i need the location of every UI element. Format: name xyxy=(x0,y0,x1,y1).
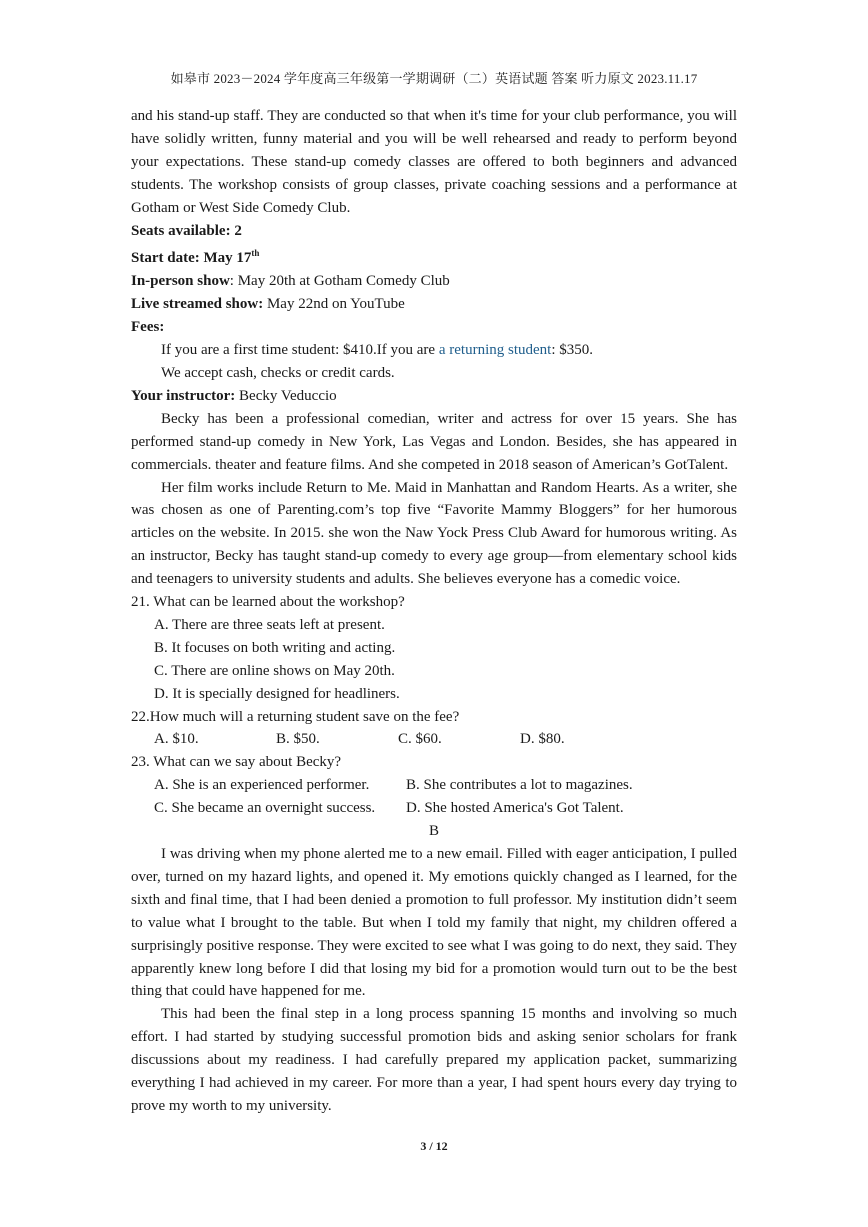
question-21-option-b: B. It focuses on both writing and acting. xyxy=(154,639,396,656)
page-header: 如皋市 2023－2024 学年度高三年级第一学期调研（二）英语试题 答案 听力原文 2023.11.17 xyxy=(170,71,698,86)
passage-b-paragraph-1: I was driving when my phone alerted me to a new email. Filled with eager anticipation, I pulled over, turned on my hazard lights, and opened it. My emotions quickly changed as I learned, for the sixth and final time, that I had been denied a promotion to full professor. My institution didn’t seem to value what I brought to the table. But when I told my family that night, my children offered a surprisingly positive response. They were excited to see what I was going to do next, they said. They apparently knew long before I did that losing my bid for a promotion would turn out to be the best thing that could have happened for me. xyxy=(131,846,737,1000)
question-21-option-c: C. There are online shows on May 20th. xyxy=(154,662,395,679)
live-value: May 22nd on YouTube xyxy=(263,296,405,313)
question-23-option-d: D. She hosted America's Got Talent. xyxy=(406,800,624,817)
question-22-option-c: C. $60. xyxy=(398,731,442,748)
instructor-line xyxy=(131,385,737,408)
document-body xyxy=(131,105,737,1118)
question-23-options-row-2 xyxy=(131,797,737,820)
fee-line xyxy=(131,339,737,362)
fees-label: Fees: xyxy=(131,319,165,336)
inperson-label: In-person show xyxy=(131,273,230,290)
question-22-stem: 22.How much will a returning student save on the fee? xyxy=(131,708,460,725)
question-22-option-a: A. $10. xyxy=(154,731,199,748)
live-label: Live streamed show: xyxy=(131,296,264,313)
becky-paragraph-2: Her film works include Return to Me. Maid in Manhattan and Random Hearts. As a writer, she was chosen as one of Parenting.com’s top five “Favorite Mammy Bloggers” for her humorous articles on the website. In 2015. she won the Naw Yock Press Club Award for humorous writing. As an instructor, Becky has taught stand-up comedy to every age group—from elementary school kids and teenagers to university students and adults. She believes everyone has a comedic voice. xyxy=(131,479,737,588)
inperson-value: : May 20th at Gotham Comedy Club xyxy=(229,273,450,290)
question-23-option-a: A. She is an experienced performer. xyxy=(154,777,370,794)
fee-text-a: If you are a first time student: $410.If you are xyxy=(161,342,439,359)
fee-text-b: : $350. xyxy=(551,342,593,359)
section-b-heading: B xyxy=(428,823,439,840)
becky-paragraph-1: Becky has been a professional comedian, writer and actress for over 15 years. She has performed stand-up comedy in New York, Las Vegas and London. Besides, she has appeared in commercials. theater and feature films. And she competed in 2018 season of American’s GotTalent. xyxy=(131,410,737,473)
question-22-option-d: D. $80. xyxy=(520,731,565,748)
inperson-show-line xyxy=(131,270,737,293)
question-22-options xyxy=(131,728,737,751)
question-23-option-c: C. She became an overnight success. xyxy=(154,800,376,817)
question-23-options-row-1 xyxy=(131,774,737,797)
question-23-option-b: B. She contributes a lot to magazines. xyxy=(406,777,633,794)
instructor-name: Becky Veduccio xyxy=(235,387,337,404)
instructor-label: Your instructor: xyxy=(131,387,236,404)
start-date-label: Start date: May 17 xyxy=(131,250,252,267)
page-number: 3 / 12 xyxy=(420,1139,448,1153)
question-23-stem: 23. What can we say about Becky? xyxy=(131,754,342,771)
intro-paragraph: and his stand-up staff. They are conducted so that when it's time for your club performance, you will have solidly written, funny material and you will be well rehearsed and ready to perform beyond your expectations. These stand-up comedy classes are offered to both beginners and advanced students. The workshop consists of group classes, private coaching sessions and a performance at Gotham or West Side Comedy Club. xyxy=(131,108,737,216)
live-show-line xyxy=(131,293,737,316)
start-date-suffix: th xyxy=(251,248,260,259)
start-date-line xyxy=(131,242,737,270)
question-22-option-b: B. $50. xyxy=(276,731,320,748)
question-21-option-d: D. It is specially designed for headliners. xyxy=(154,685,400,702)
question-21-option-a: A. There are three seats left at present. xyxy=(154,616,385,633)
returning-student-link[interactable]: a returning student xyxy=(438,342,552,359)
payment-line: We accept cash, checks or credit cards. xyxy=(161,364,395,381)
passage-b-paragraph-2: This had been the final step in a long process spanning 15 months and involving so much effort. I had started by studying successful promotion bids and asking senior scholars for frank discussions about my readiness. I had carefully prepared my application packet, summarizing everything I had achieved in my career. For more than a year, I had spent hours every day trying to prove my worth to my university. xyxy=(131,1006,737,1114)
question-21-stem: 21. What can be learned about the workshop? xyxy=(131,594,405,611)
seats-line: Seats available: 2 xyxy=(131,222,242,239)
